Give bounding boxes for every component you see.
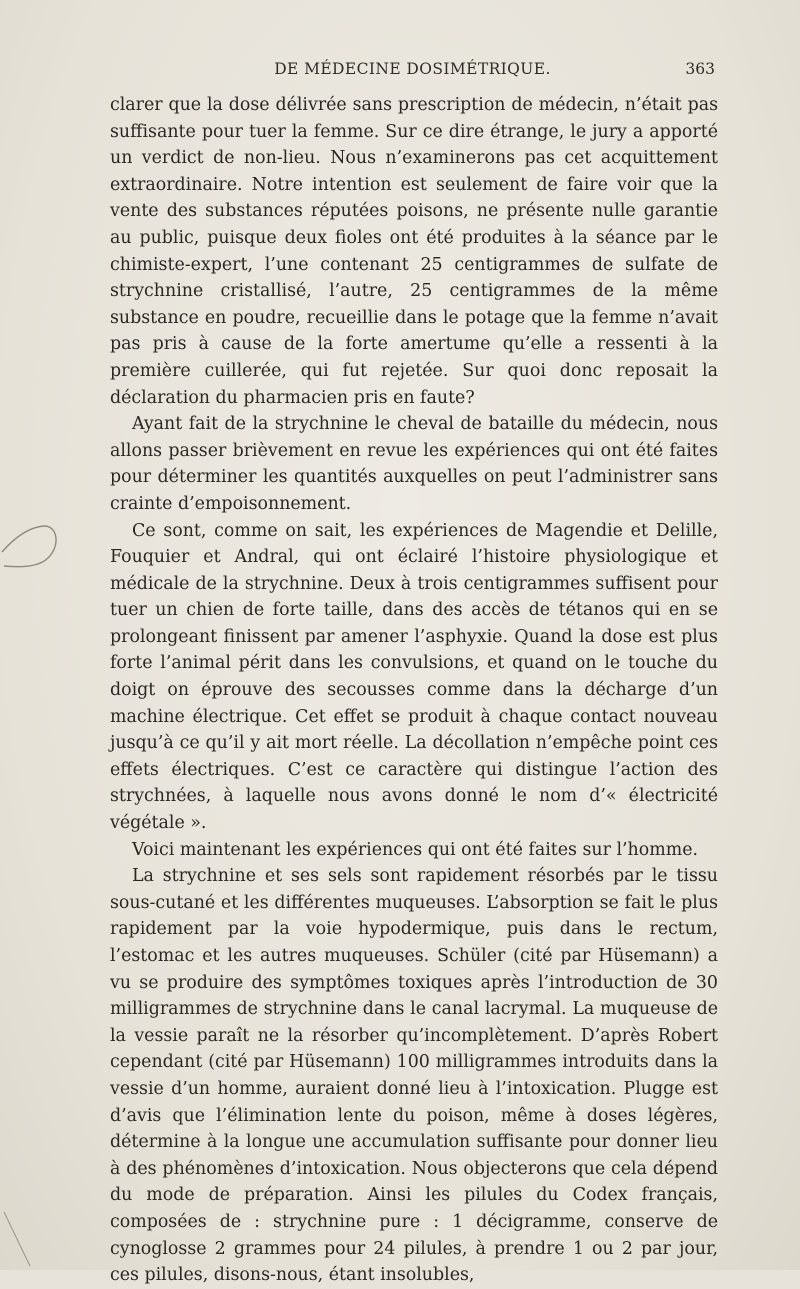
page-edge-mark xyxy=(0,1210,40,1270)
paragraph: Voici maintenant les expériences qui ont été faites sur l’homme. xyxy=(132,839,699,860)
paragraph: Ayant fait de la strychnine le cheval de bataille du médecin, nous allons passer brièvement en revue les expériences qui ont été faites pour déterminer les quantités auxquelles on peut l’administrer sans crainte d’empoisonnement. xyxy=(110,414,718,514)
body-text xyxy=(110,92,718,1289)
page-header xyxy=(110,60,715,84)
paragraph: Ce sont, comme on sait, les expériences de Magendie et Delille, Fouquier et Andral, qui ont éclairé l’histoire physiologique et médicale de la strychnine. Deux à trois centigrammes suffisent pour tuer un chien de forte taille, dans des accès de tétanos qui en se prolongeant finissent par amener l’asphyxie. Quand la dose est plus forte l’animal périt dans les convulsions, et quand on le touche du doigt on éprouve des secousses comme dans la décharge d’un machine électrique. Cet effet se produit à chaque contact nouveau jusqu’à ce qu’il y ait mort réelle. La décollation n’empêche point ces effets électriques. C’est ce caractère qui distingue l’action des strychnées, à laquelle nous avons donné le nom d’« électricité végétale ». xyxy=(110,520,718,834)
running-title: DE MÉDECINE DOSIMÉTRIQUE. xyxy=(274,60,551,78)
binding-hole-mark xyxy=(0,512,62,574)
paragraph: La strychnine et ses sels sont rapidement résorbés par le tissu sous-cutané et les différentes muqueuses. L’absorption se fait le plus rapidement par la voie hypodermique, puis dans le rectum, l’estomac et les autres muqueuses. Schüler (cité par Hüsemann) a vu se produire des symptômes toxiques après l’introduction de 30 milligrammes de strychnine dans le canal lacrymal. La muqueuse de la vessie paraît ne la résorber qu’incomplètement. D’après Robert cependant (cité par Hüsemann) 100 milligrammes introduits dans la vessie d’un homme, auraient donné lieu à l’intoxication. Plugge est d’avis que l’élimination lente du poison, même à doses légères, détermine à la longue une accumulation suffisante pour donner lieu à des phénomènes d’intoxication. Nous objecterons que cela dépend du mode de préparation. Ainsi les pilules du Codex français, composées de : strychnine pure : 1 décigramme, conserve de cynoglosse 2 grammes pour 24 pilules, à prendre 1 ou 2 par jour, ces pilules, disons-nous, étant insolubles, xyxy=(110,866,718,1286)
paragraph-continued: clarer que la dose délivrée sans prescription de médecin, n’était pas suffisante pour tuer la femme. Sur ce dire étrange, le jury a apporté un verdict de non-lieu. Nous n’examinerons pas cet acquittement extraordinaire. Notre intention est seulement de faire voir que la vente des substances réputées poisons, ne présente nulle garantie au public, puisque deux fioles ont été produites à la séance par le chimiste-expert, l’une contenant 25 centigrammes de sulfate de strychnine cristallisé, l’autre, 25 centigrammes de la même substance en poudre, recueillie dans le potage que la femme n’avait pas pris à cause de la forte amertume qu’elle a ressenti à la première cuillerée, qui fut rejetée. Sur quoi donc reposait la déclaration du pharmacien pris en faute? xyxy=(110,95,718,408)
page-number: 363 xyxy=(685,60,715,78)
